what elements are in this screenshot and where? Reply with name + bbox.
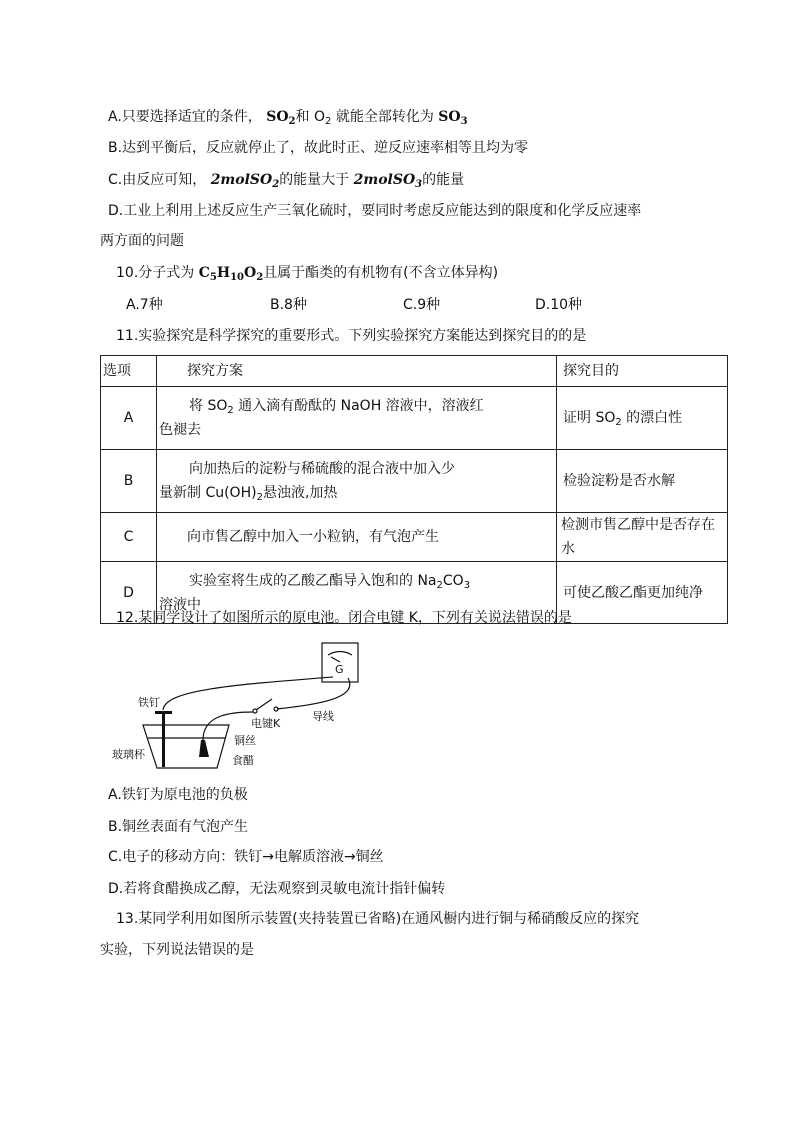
copper-wire: [199, 740, 209, 757]
row-plan: 向市售乙醇中加入一小粒钠，有气泡产生: [157, 513, 557, 562]
switch-lever: [256, 699, 272, 710]
q9-option-d: D.工业上利用上述反应生产三氧化硫时，要同时考虑反应能达到的限度和化学反应速率: [108, 203, 642, 219]
q12-stem: 12.某同学设计了如图所示的原电池。闭合电键 K，下列有关说法错误的是: [116, 610, 572, 626]
q10-option-a: A.7种: [126, 297, 163, 313]
row-option: D: [101, 562, 157, 624]
row-option: B: [101, 450, 157, 513]
q10-option-c: C.9种: [403, 297, 441, 313]
beaker: [143, 725, 229, 768]
label-nail: 铁钉: [138, 696, 160, 709]
meter-label: G: [335, 663, 344, 676]
row-option: C: [101, 513, 157, 562]
label-switch: 电键K: [251, 717, 281, 730]
meter-needle: [331, 657, 340, 662]
q12-option-c: C.电子的移动方向：铁钉→电解质溶液→铜丝: [108, 849, 384, 865]
q13-stem: 13.某同学利用如图所示装置(夹持装置已省略)在通风橱内进行铜与稀硝酸反应的探究: [116, 911, 640, 927]
row-plan: 向加热后的淀粉与稀硫酸的混合液中加入少 量新制 $Cu(OH)_2$悬浊液,加热: [157, 450, 557, 513]
iron-nail: [162, 713, 165, 767]
q10-option-d: D.10种: [535, 297, 583, 313]
row-goal: 可使乙酸乙酯更加纯净: [557, 562, 728, 624]
label-wire: 导线: [312, 710, 334, 723]
q13-stem-cont: 实验，下列说法错误的是: [100, 942, 254, 958]
q12-option-b: B.铜丝表面有气泡产生: [108, 819, 249, 835]
q9-option-a: A.只要选择适宜的条件， $SO_2$和 $O_2$ 就能全部转化为 $SO_3$: [108, 109, 468, 127]
label-vinegar: 食醋: [232, 754, 254, 767]
label-beaker: 玻璃杯: [112, 748, 145, 761]
meter-scale: [328, 652, 352, 656]
label-copper: 铜丝: [234, 734, 256, 747]
wire-meter: [277, 678, 350, 709]
row-goal: 检测市售乙醇中是否存在水: [557, 513, 728, 562]
q12-option-a: A.铁钉为原电池的负极: [108, 787, 248, 803]
q11-stem: 11.实验探究是科学探究的重要形式。下列实验探究方案能达到探究目的的是: [116, 328, 587, 344]
q10-stem: 10.分子式为 $C_5H_{10}O_2$且属于酯类的有机物有(不含立体异构): [116, 265, 499, 283]
row-goal: 检验淀粉是否水解: [557, 450, 728, 513]
row-plan: 将 $SO_2$ 通入滴有酚酞的 NaOH 溶液中，溶液红 色褪去: [157, 387, 557, 450]
q9-option-c: C.由反应可知， 2molSO$_2$的能量大于 2molSO$_3$的能量: [108, 172, 465, 190]
switch-terminal: [253, 709, 257, 713]
row-option: A: [101, 387, 157, 450]
q10-option-b: B.8种: [270, 297, 307, 313]
q9-option-b: B.达到平衡后，反应就停止了，故此时正、逆反应速率相等且均为零: [108, 140, 529, 156]
q12-option-d: D.若将食醋换成乙醇，无法观察到灵敏电流计指针偏转: [108, 881, 446, 897]
header-option: 选项: [101, 356, 157, 387]
header-plan: 探究方案: [157, 356, 557, 387]
row-goal: 证明 $SO_2$ 的漂白性: [557, 387, 728, 450]
header-goal: 探究目的: [557, 356, 728, 387]
row-plan: 实验室将生成的乙酸乙酯导入饱和的 $Na_2CO_3$ 溶液中: [157, 562, 557, 624]
q9-option-d-cont: 两方面的问题: [100, 233, 184, 249]
